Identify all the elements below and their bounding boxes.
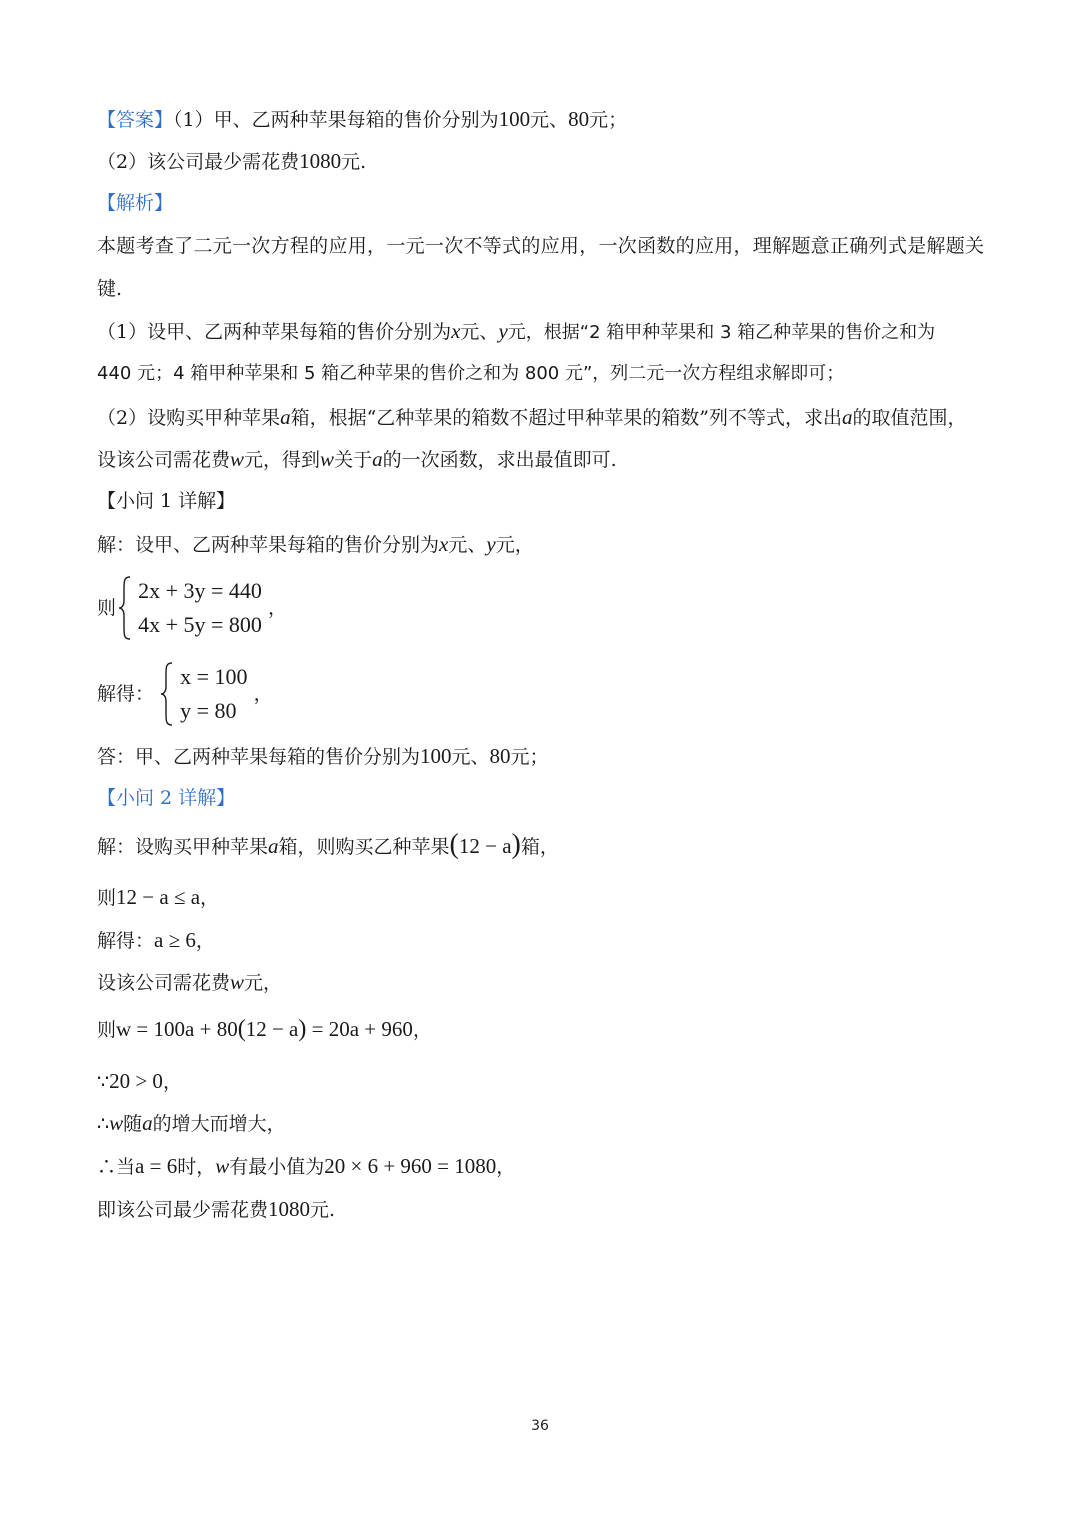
analysis-step1-line2: 440 元；4 箱甲种苹果和 5 箱乙种苹果的售价之和为 800 元”，列二元一次方程组求解即可；: [97, 363, 845, 384]
left-brace-icon: [160, 661, 174, 727]
q2-line-1: 解：设购买甲种苹果a箱，则购买乙种苹果(12 − a)箱，: [97, 829, 559, 860]
q1-answer: 答：甲、乙两种苹果每箱的售价分别为100元、80元；: [97, 744, 549, 768]
q2-line-5: 则w = 100a + 80(12 − a) = 20a + 960，: [97, 1016, 432, 1042]
q2-line-7: ∴w随a的增大而增大，: [97, 1111, 286, 1135]
answer-tag: 【答案】: [97, 109, 174, 131]
page-number: 36: [531, 1418, 549, 1434]
q2-line-8: ∴当a = 6时，w有最小值为20 × 6 + 960 = 1080，: [97, 1154, 516, 1178]
left-brace-icon: [118, 575, 132, 641]
q2-line-2: 则12 − a ≤ a，: [97, 885, 220, 909]
answer-line-2: （2）该公司最少需花费1080元.: [97, 149, 367, 173]
equation-1: 2x + 3y = 440: [138, 578, 262, 603]
solution-y: y = 80: [180, 698, 237, 723]
q1-line-1: 解：设甲、乙两种苹果每箱的售价分别为x元、y元，: [97, 532, 534, 556]
q2-line-4: 设该公司需花费w元，: [97, 970, 283, 994]
analysis-intro-2: 键.: [97, 278, 123, 300]
solution-x: x = 100: [180, 664, 248, 689]
answer-line-1: 【答案】（1）甲、乙两种苹果每箱的售价分别为100元、80元；: [97, 107, 628, 131]
equation-2: 4x + 5y = 800: [138, 612, 262, 637]
q2-line-6: ∵20 > 0，: [97, 1069, 182, 1093]
q1-solution-system: 解得： x = 100 y = 80 ，: [97, 660, 984, 730]
analysis-intro-1: 本题考查了二元一次方程的应用，一元一次不等式的应用，一次函数的应用，理解题意正确列式是解题关: [97, 235, 984, 257]
analysis-step2-line2: 设该公司需花费w元，得到w关于a的一次函数，求出最值即可.: [97, 447, 617, 471]
analysis-tag: 【解析】: [97, 192, 174, 214]
analysis-step2-line1: （2）设购买甲种苹果a箱，根据“乙种苹果的箱数不超过甲种苹果的箱数”列不等式，求出a的取值范围，: [97, 405, 967, 429]
q2-tag: 【小问 2 详解】: [97, 787, 236, 809]
analysis-step1-line1: （1）设甲、乙两种苹果每箱的售价分别为x元、y元，根据“2 箱甲种苹果和 3 箱乙种苹果的售价之和为: [97, 319, 936, 343]
q2-line-3: 解得：a ≥ 6，: [97, 928, 215, 952]
q2-line-9: 即该公司最少需花费1080元.: [97, 1197, 336, 1221]
q1-tag: 【小问 1 详解】: [97, 490, 236, 512]
q1-equation-system: 则 2x + 3y = 440 4x + 5y = 800 ，: [97, 574, 984, 644]
